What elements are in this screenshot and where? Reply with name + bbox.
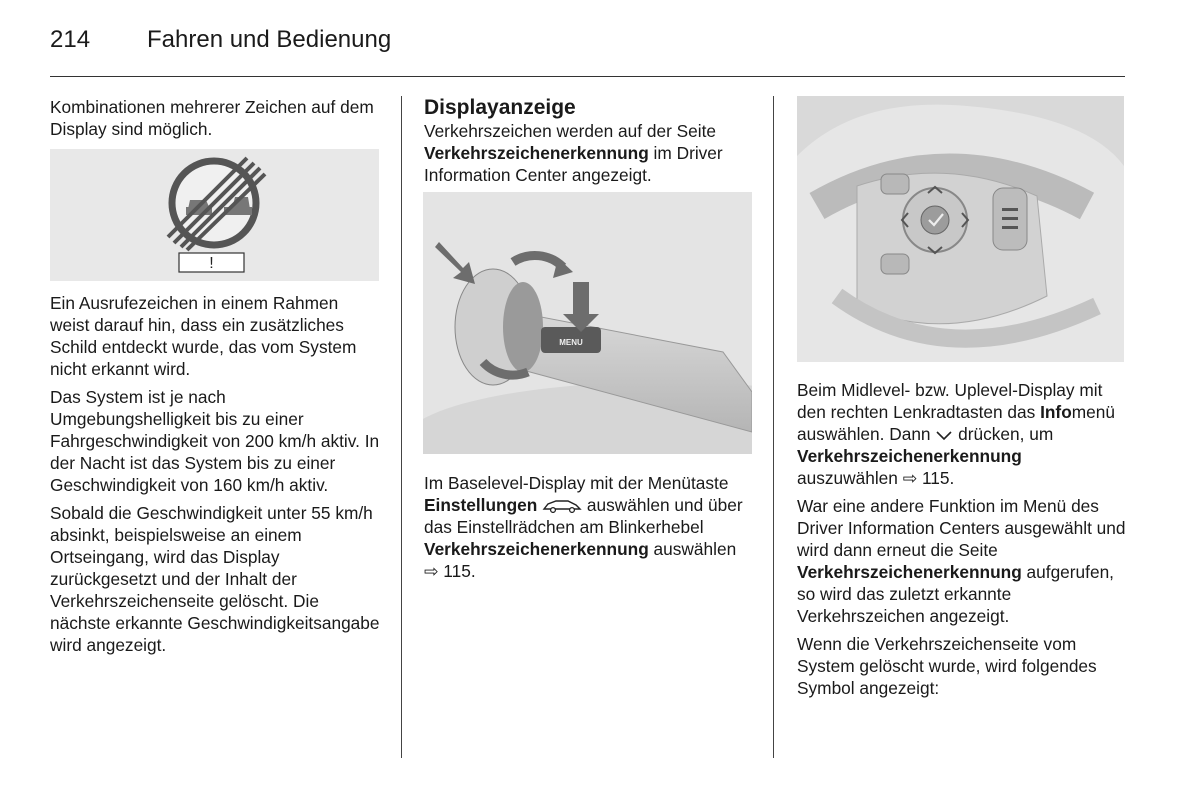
menu-button-label: MENU bbox=[559, 338, 583, 347]
sign-exclamation-marker: ! bbox=[209, 255, 214, 272]
steering-wheel-illustration bbox=[797, 96, 1124, 362]
steering-wheel-controls-figure bbox=[797, 96, 1124, 362]
turn-signal-stalk-figure bbox=[423, 192, 752, 454]
midlevel-instructions: Beim Midlevel- bzw. Uplevel-Display mit den rechten Lenkradtasten das Infomenü auswählen. Dann drücken, um Verkehrszeichenerkennung auszuwählen ⇨ 115. bbox=[797, 380, 1115, 488]
end-of-no-overtaking-sign-icon bbox=[50, 149, 379, 281]
car-settings-icon bbox=[542, 499, 582, 513]
paragraph-reset: Sobald die Geschwindigkeit unter 55 km/h absinkt, beispielsweise an einem Ortseingang, wird das Display zurückgesetzt und der Inhalt der Verkehrszeichenseite gelöscht. Die nächste erkannte Geschwindigkeitsangabe wird angezeigt. bbox=[50, 503, 380, 655]
turn-signal-stalk-illustration bbox=[423, 192, 752, 454]
chevron-down-icon bbox=[935, 429, 953, 441]
page-number: 214 bbox=[50, 26, 91, 53]
chapter-title: Fahren und Bedienung bbox=[147, 26, 392, 53]
no-overtaking-end-sign-figure bbox=[50, 149, 379, 281]
page-reference-arrow-icon: ⇨ bbox=[424, 561, 439, 581]
press-arrow-icon bbox=[435, 242, 475, 284]
rotate-arrow-icon bbox=[513, 255, 563, 267]
paragraph-speed-activity: Das System ist je nach Umgebungshelligkeit bis zu einer Fahrgeschwindigkeit von 200 km/h aktiv. In der Nacht ist das System bis zu einer Geschwindigkeit von 160 km/h aktiv. bbox=[50, 387, 380, 495]
deleted-page-paragraph: Wenn die Verkehrszeichenseite vom System gelöscht wurde, wird folgendes Symbol angezeigt: bbox=[797, 634, 1097, 698]
baselevel-instructions: Im Baselevel-Display mit der Menütaste Einstellungen auswählen und über das Einstellrädchen am Blinkerhebel Verkehrszeichenerkennung auswählen ⇨ 115. bbox=[424, 473, 743, 581]
header-rule bbox=[50, 76, 1125, 77]
column-3 bbox=[797, 96, 1127, 705]
column-1 bbox=[50, 96, 380, 662]
reselect-paragraph: War eine andere Funktion im Menü des Driver Information Centers ausgewählt und wird dann erneut die Seite Verkehrszeichenerkennung aufgerufen, so wird das zuletzt erkannte Verkehrszeichen angezeigt. bbox=[797, 496, 1126, 626]
display-intro: Verkehrszeichen werden auf der Seite Verkehrszeichenerkennung im Driver Information Center angezeigt. bbox=[424, 121, 723, 185]
paragraph-exclamation: Ein Ausrufezeichen in einem Rahmen weist darauf hin, dass ein zusätzliches Schild entdeckt wurde, das vom System nicht erkannt wird. bbox=[50, 293, 357, 379]
section-heading: Displayanzeige bbox=[424, 96, 576, 119]
column-2 bbox=[424, 96, 754, 588]
column-divider-1 bbox=[401, 96, 402, 758]
column-divider-2 bbox=[773, 96, 774, 758]
intro-text: Kombinationen mehrerer Zeichen auf dem Display sind möglich. bbox=[50, 97, 374, 139]
page-reference-arrow-icon: ⇨ bbox=[902, 468, 918, 488]
